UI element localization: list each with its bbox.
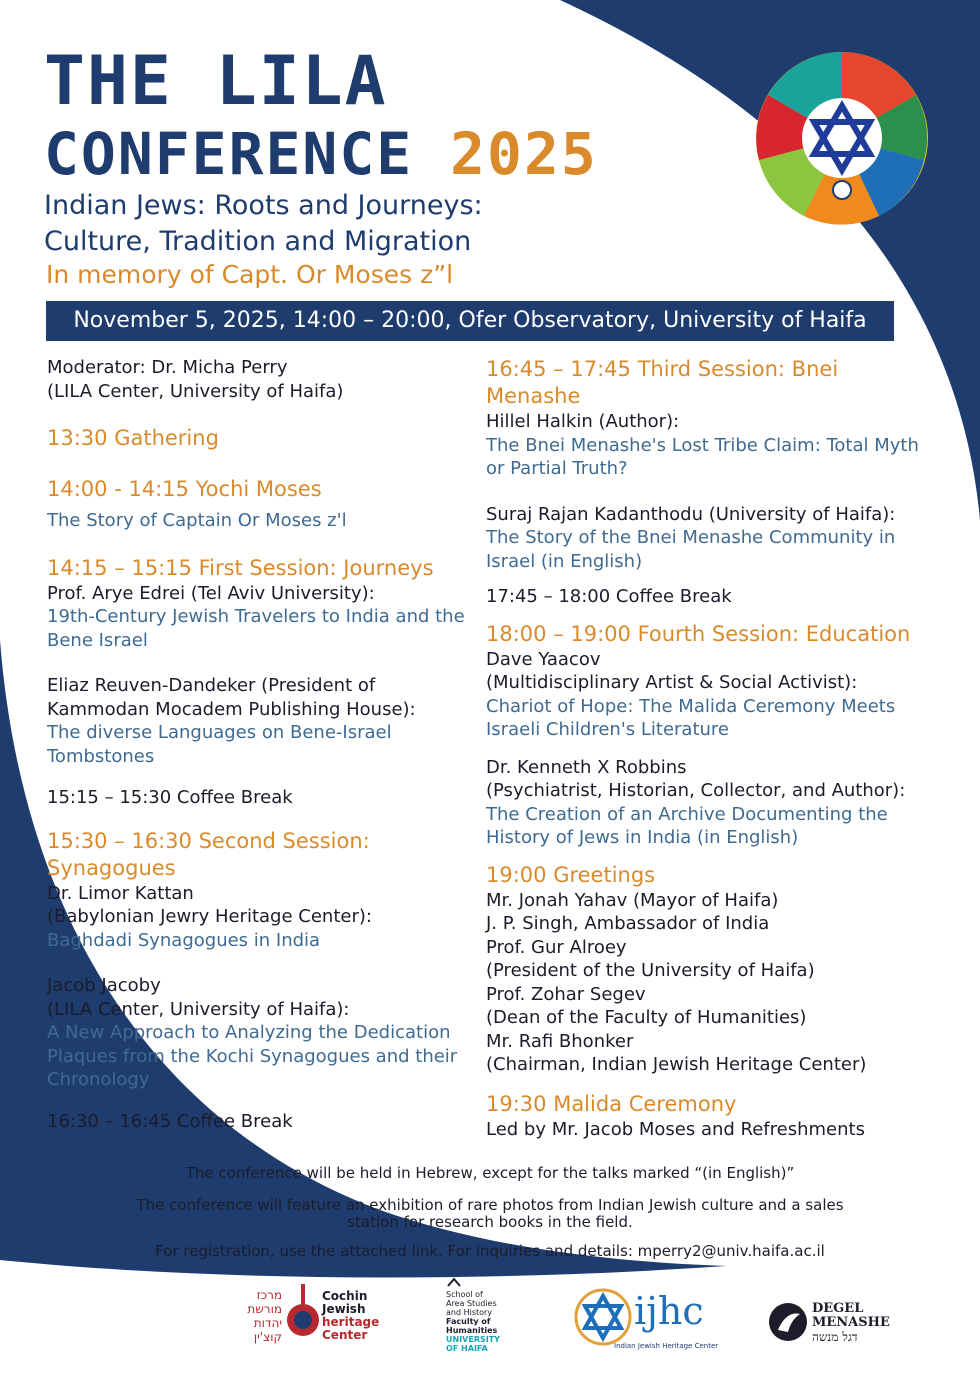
- third-session-time: 16:45 – 17:45 Third Session: Bnei Menashe: [486, 357, 839, 408]
- title-conference: CONFERENCE: [44, 120, 414, 188]
- cochin-hebrew-3: יהדות: [253, 1316, 282, 1330]
- speaker-kattan: Dr. Limor Kattan: [47, 882, 194, 904]
- title-year: 2025: [450, 120, 598, 188]
- cochin-lamp-icon: [286, 1282, 320, 1342]
- greeting-alroey-affiliation: (President of the University of Haifa): [486, 960, 815, 981]
- degel-menashe-logo: [768, 1298, 908, 1348]
- speaker-kadanthodu: Suraj Rajan Kadanthodu (University of Haifa):: [486, 503, 896, 525]
- speaker-jacoby-affiliation: (LILA Center, University of Haifa):: [47, 998, 350, 1020]
- cochin-hebrew-4: קוצ'ין: [253, 1330, 282, 1344]
- malida-ceremony-time: 19:30 Malida Ceremony: [486, 1091, 737, 1116]
- subtitle-line-1: Indian Jews: Roots and Journeys:: [44, 190, 483, 221]
- talk-jacoby: A New Approach to Analyzing the Dedication Plaques from the Kochi Synagogues and their Chronology: [47, 1022, 458, 1090]
- ijhc-name: Indian Jewish Heritage Center: [614, 1342, 719, 1350]
- degel-line-1: DEGEL: [812, 1301, 864, 1316]
- memorial-line: In memory of Capt. Or Moses z”l: [46, 260, 454, 289]
- talk-dandeker: The diverse Languages on Bene-Israel Tombstones: [47, 722, 392, 767]
- speaker-edrei: Prof. Arye Edrei (Tel Aviv University):: [47, 582, 375, 604]
- cochin-en-3: heritage: [322, 1315, 380, 1329]
- program-right-column: [486, 356, 926, 1141]
- ijhc-abbreviation: ijhc: [634, 1289, 704, 1333]
- speaker-halkin: Hillel Halkin (Author):: [486, 411, 680, 432]
- greeting-bhonker-affiliation: (Chairman, Indian Jewish Heritage Center): [486, 1054, 867, 1075]
- ijhc-star-icon: [574, 1288, 632, 1346]
- title-line-1: THE LILA: [44, 42, 388, 121]
- haifa-line-6: UNIVERSITY: [446, 1335, 500, 1344]
- haifa-line-3: and History: [446, 1308, 493, 1317]
- moderator-affiliation: (LILA Center, University of Haifa): [47, 380, 344, 402]
- fourth-session-time: 18:00 – 19:00 Fourth Session: Education: [486, 621, 911, 646]
- haifa-line-1: School of: [446, 1290, 483, 1299]
- malida-description: Led by Mr. Jacob Moses and Refreshments: [486, 1118, 865, 1140]
- speaker-kattan-affiliation: (Babylonian Jewry Heritage Center):: [47, 906, 372, 927]
- gathering-time: 13:30 Gathering: [47, 426, 219, 450]
- cochin-en-2: Jewish: [322, 1302, 366, 1316]
- speaker-yaacov: Dave Yaacov: [486, 648, 601, 670]
- talk-kattan: Baghdadi Synagogues in India: [47, 929, 321, 951]
- haifa-line-7: OF HAIFA: [446, 1344, 488, 1353]
- title-line-2: [44, 118, 598, 190]
- program-left-column: [47, 356, 467, 1133]
- greeting-singh: J. P. Singh, Ambassador of India: [486, 913, 770, 934]
- greeting-alroey: Prof. Gur Alroey: [486, 936, 627, 958]
- coffee-break-1: 15:15 – 15:30 Coffee Break: [47, 787, 293, 808]
- talk-kadanthodu: The Story of the Bnei Menashe Community in Israel (in English): [486, 527, 896, 572]
- subtitle: [44, 188, 483, 260]
- cochin-hebrew-2: מורשת: [247, 1302, 282, 1316]
- cochin-heritage-logo: [230, 1278, 390, 1358]
- footer-exhibition-note: The conference will feature an exhibition of rare photos from Indian Jewish culture and a sales station for research books in the field.: [136, 1196, 844, 1231]
- ijhc-logo: [574, 1288, 724, 1358]
- yochi-moses-talk: The Story of Captain Or Moses z'l: [47, 510, 347, 531]
- conference-emblem-logo: [754, 50, 930, 226]
- haifa-chevron-icon: [446, 1276, 462, 1288]
- cochin-hebrew-1: מרכז: [256, 1288, 282, 1302]
- talk-robbins: The Creation of an Archive Documenting the History of Jews in India (in English): [486, 803, 888, 848]
- yochi-moses-time: 14:00 - 14:15 Yochi Moses: [47, 477, 322, 501]
- speaker-robbins-affiliation: (Psychiatrist, Historian, Collector, and Author):: [486, 780, 906, 801]
- degel-hebrew: דגל מנשה: [812, 1330, 858, 1344]
- speaker-yaacov-affiliation: (Multidisciplinary Artist & Social Activist):: [486, 672, 858, 693]
- greeting-segev-affiliation: (Dean of the Faculty of Humanities): [486, 1007, 807, 1028]
- speaker-jacoby: Jacob Jacoby: [47, 975, 161, 996]
- cochin-en-4: Center: [322, 1328, 368, 1342]
- haifa-line-5: Humanities: [446, 1326, 498, 1335]
- date-banner: November 5, 2025, 14:00 – 20:00, Ofer Observatory, University of Haifa: [46, 301, 894, 341]
- speaker-dandeker: Eliaz Reuven-Dandeker (President of Kammodan Mocadem Publishing House):: [47, 675, 416, 720]
- talk-halkin: The Bnei Menashe's Lost Tribe Claim: Total Myth or Partial Truth?: [486, 434, 919, 479]
- speaker-robbins: Dr. Kenneth X Robbins: [486, 756, 687, 778]
- university-haifa-logo: [444, 1276, 524, 1360]
- degel-line-2: MENASHE: [812, 1315, 890, 1330]
- talk-edrei: 19th-Century Jewish Travelers to India and the Bene Israel: [47, 606, 465, 651]
- greeting-yahav: Mr. Jonah Yahav (Mayor of Haifa): [486, 889, 779, 911]
- haifa-line-2: Area Studies: [446, 1299, 497, 1308]
- footer-language-note: The conference will be held in Hebrew, except for the talks marked “(in English)”: [185, 1164, 795, 1182]
- greeting-bhonker: Mr. Rafi Bhonker: [486, 1030, 634, 1052]
- footer-registration-note[interactable]: For registration, use the attached link. For inquiries and details: mperry2@univ.haifa.ac.il: [155, 1242, 825, 1260]
- haifa-line-4: Faculty of: [446, 1317, 491, 1326]
- moderator: Moderator: Dr. Micha Perry: [47, 357, 288, 378]
- degel-menashe-emblem-icon: [768, 1302, 808, 1342]
- coffee-break-3: 17:45 – 18:00 Coffee Break: [486, 586, 732, 607]
- greetings-time: 19:00 Greetings: [486, 862, 656, 887]
- second-session-time: 15:30 – 16:30 Second Session: Synagogues: [47, 828, 370, 880]
- first-session-time: 14:15 – 15:15 First Session: Journeys: [47, 555, 434, 580]
- cochin-en-1: Cochin: [322, 1289, 368, 1303]
- talk-yaacov: Chariot of Hope: The Malida Ceremony Meets Israeli Children's Literature: [486, 695, 896, 740]
- greeting-segev: Prof. Zohar Segev: [486, 983, 646, 1005]
- subtitle-line-2: Culture, Tradition and Migration: [44, 226, 472, 257]
- coffee-break-2: 16:30 – 16:45 Coffee Break: [47, 1110, 293, 1132]
